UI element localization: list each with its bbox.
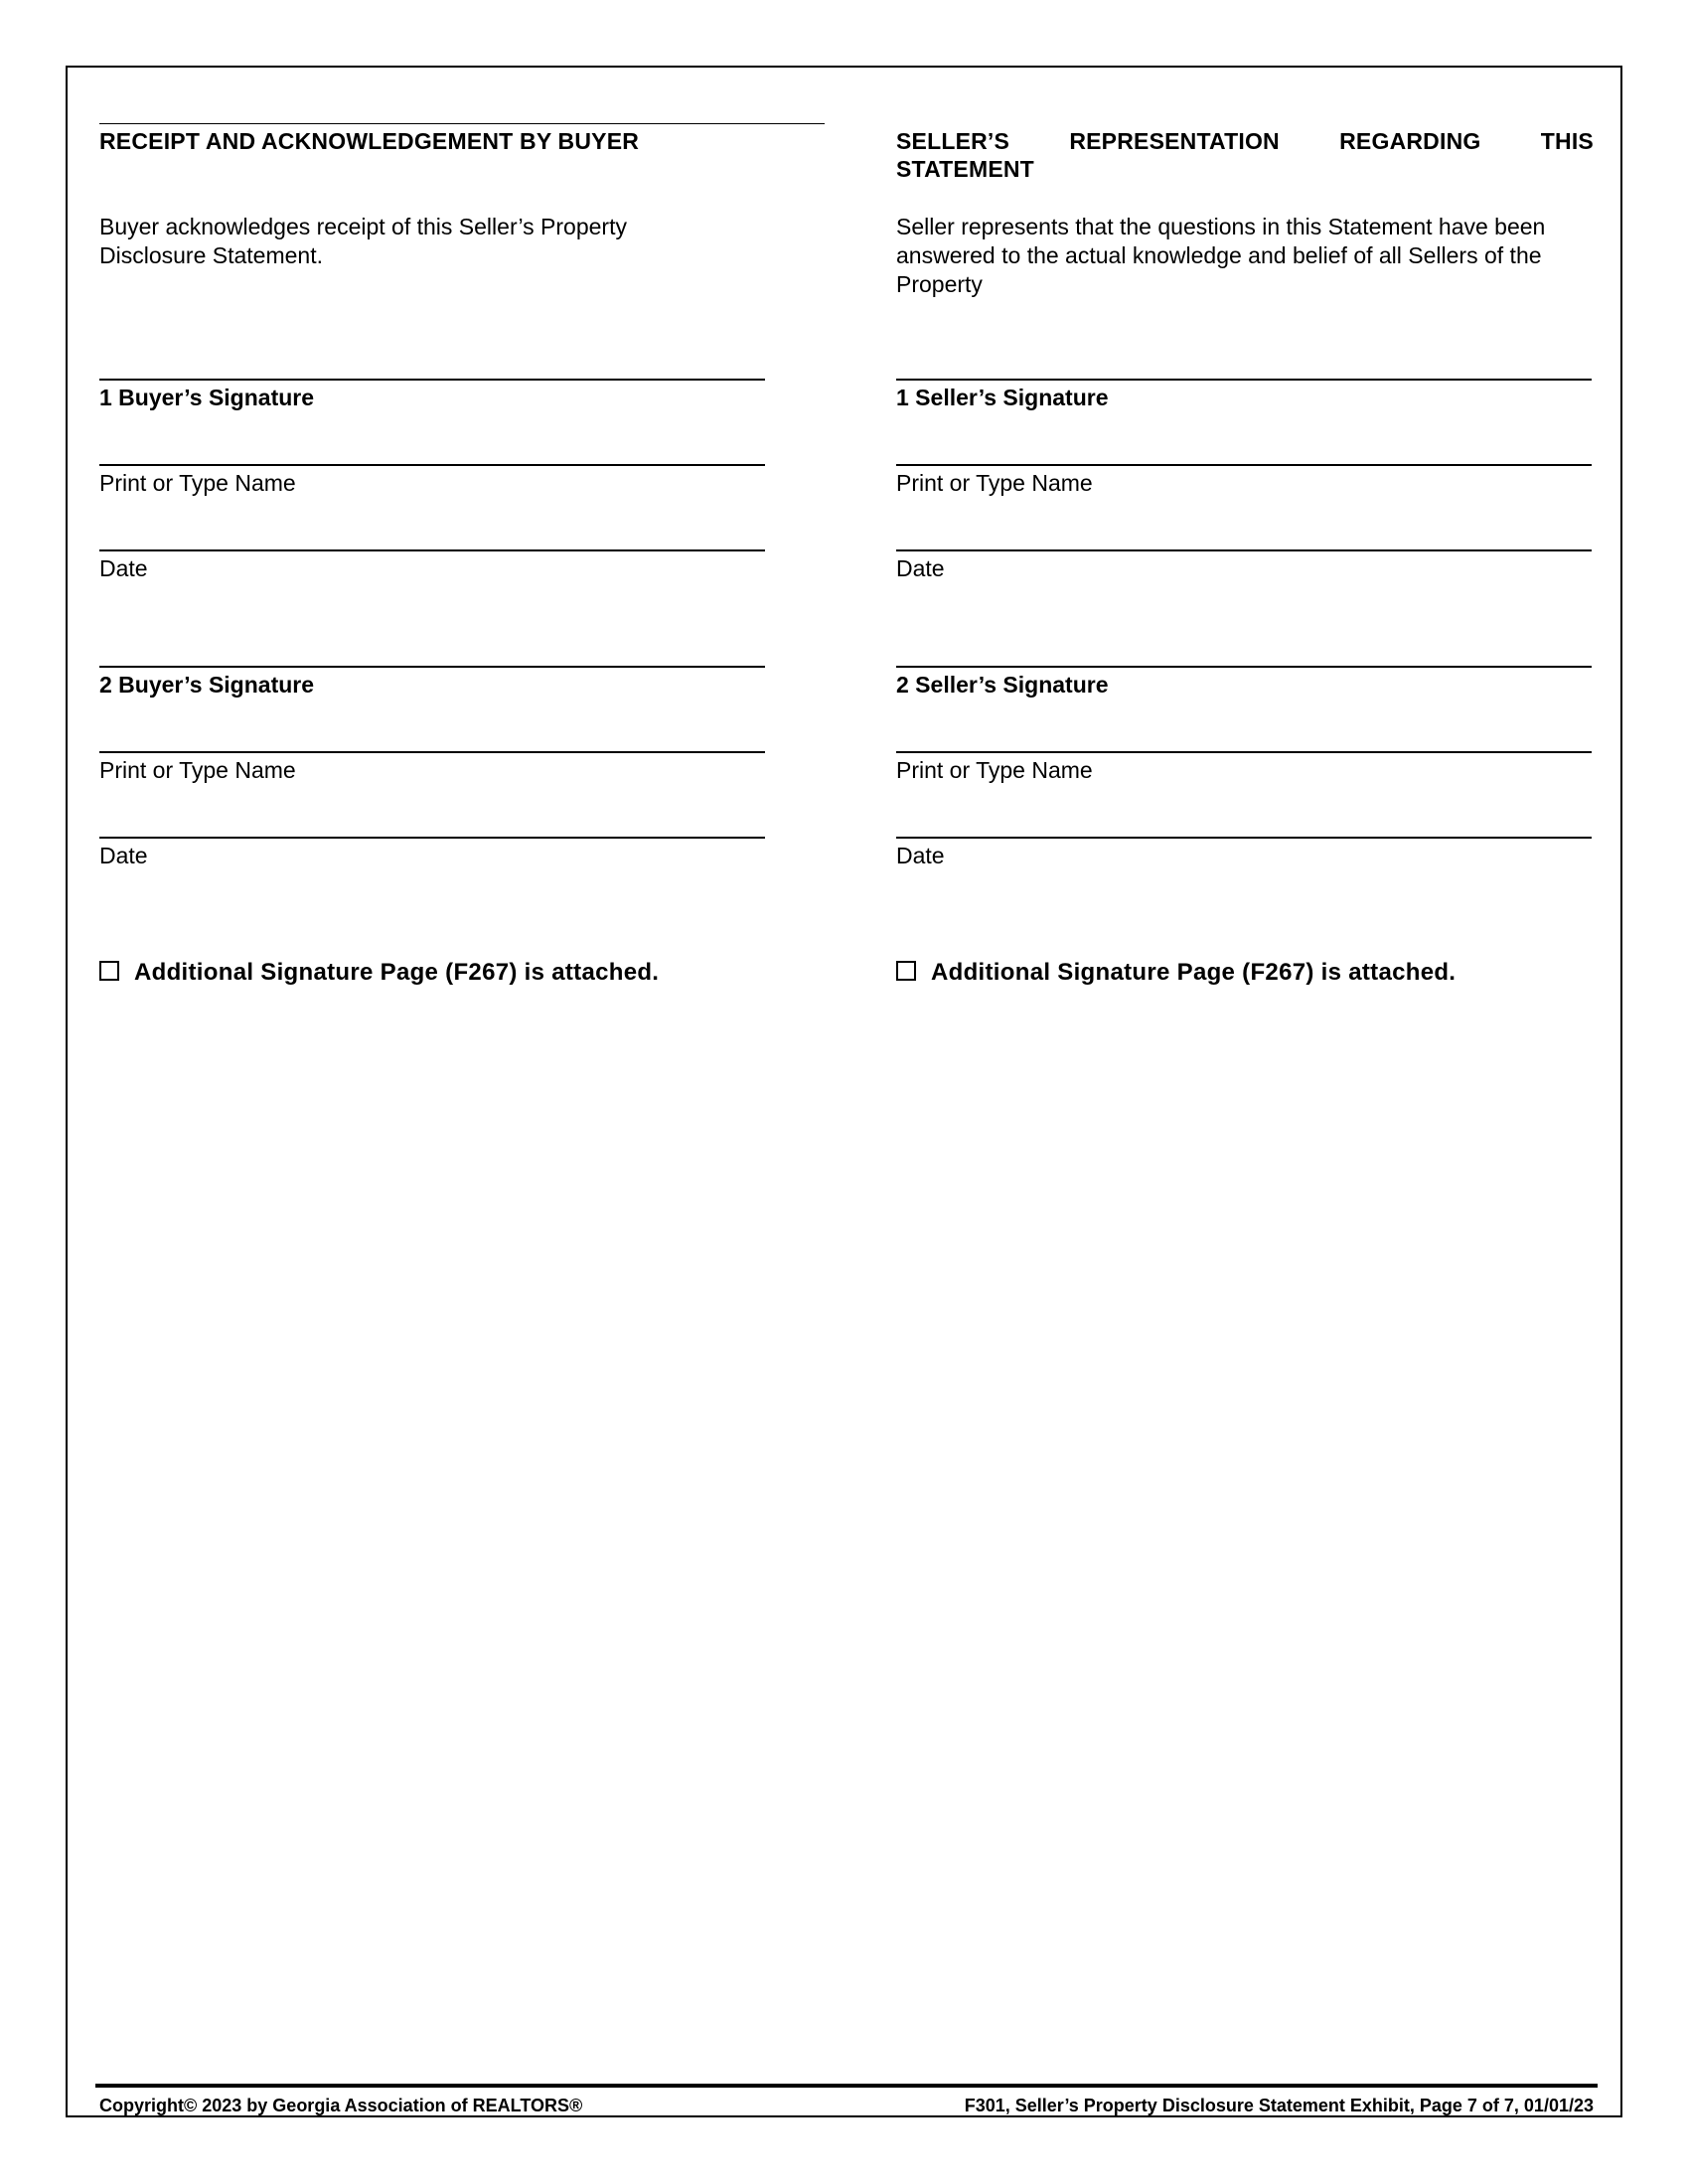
seller-2-signature-line[interactable] bbox=[896, 666, 1592, 668]
buyer-1-signature-line[interactable] bbox=[99, 379, 765, 381]
buyer-additional-signature-option[interactable] bbox=[99, 959, 659, 987]
seller-2-signature-label: 2 Seller’s Signature bbox=[896, 672, 1109, 698]
buyer-2-signature-line[interactable] bbox=[99, 666, 765, 668]
buyer-1-date-label: Date bbox=[99, 555, 148, 581]
buyer-additional-signature-checkbox[interactable] bbox=[99, 961, 119, 981]
seller-heading bbox=[896, 127, 1594, 183]
buyer-1-name-label: Print or Type Name bbox=[99, 470, 296, 496]
buyer-additional-signature-label: Additional Signature Page (F267) is attached. bbox=[134, 959, 660, 986]
buyer-1-signature-label: 1 Buyer’s Signature bbox=[99, 385, 315, 410]
buyer-2-date-label: Date bbox=[99, 843, 148, 868]
seller-additional-signature-checkbox[interactable] bbox=[896, 961, 916, 981]
seller-2-date-label: Date bbox=[896, 843, 945, 868]
seller-1-signature-label: 1 Seller’s Signature bbox=[896, 385, 1109, 410]
seller-1-name-line[interactable] bbox=[896, 464, 1592, 466]
buyer-acknowledgement-text: Buyer acknowledges receipt of this Seller’s Property Disclosure Statement. bbox=[99, 214, 627, 268]
buyer-1-date-line[interactable] bbox=[99, 549, 765, 551]
seller-additional-signature-label: Additional Signature Page (F267) is attached. bbox=[931, 959, 1457, 986]
seller-1-date-label: Date bbox=[896, 555, 945, 581]
seller-heading-word: REGARDING bbox=[1339, 128, 1481, 154]
footer-form-info: F301, Seller’s Property Disclosure Statement Exhibit, Page 7 of 7, 01/01/23 bbox=[964, 2096, 1594, 2115]
seller-heading-word: SELLER’S bbox=[896, 128, 1010, 154]
seller-heading-word: THIS bbox=[1540, 128, 1594, 154]
seller-heading-word: REPRESENTATION bbox=[1069, 128, 1280, 154]
buyer-2-signature-label: 2 Buyer’s Signature bbox=[99, 672, 315, 698]
seller-2-name-label: Print or Type Name bbox=[896, 757, 1093, 783]
top-divider bbox=[99, 123, 825, 124]
buyer-1-name-line[interactable] bbox=[99, 464, 765, 466]
seller-additional-signature-option[interactable] bbox=[896, 959, 1456, 987]
buyer-2-name-label: Print or Type Name bbox=[99, 757, 296, 783]
footer-copyright: Copyright© 2023 by Georgia Association of REALTORS® bbox=[99, 2096, 583, 2115]
buyer-heading: RECEIPT AND ACKNOWLEDGEMENT BY BUYER bbox=[99, 128, 640, 154]
seller-2-date-line[interactable] bbox=[896, 837, 1592, 839]
page-border bbox=[66, 66, 1622, 2117]
seller-1-date-line[interactable] bbox=[896, 549, 1592, 551]
seller-heading-line2: STATEMENT bbox=[896, 156, 1034, 182]
seller-representation-text: Seller represents that the questions in this Statement have been answered to the actual knowledge and belief of all Sellers of the Property bbox=[896, 214, 1546, 297]
footer-divider bbox=[95, 2084, 1598, 2088]
buyer-2-date-line[interactable] bbox=[99, 837, 765, 839]
seller-1-signature-line[interactable] bbox=[896, 379, 1592, 381]
seller-2-name-line[interactable] bbox=[896, 751, 1592, 753]
seller-1-name-label: Print or Type Name bbox=[896, 470, 1093, 496]
buyer-2-name-line[interactable] bbox=[99, 751, 765, 753]
